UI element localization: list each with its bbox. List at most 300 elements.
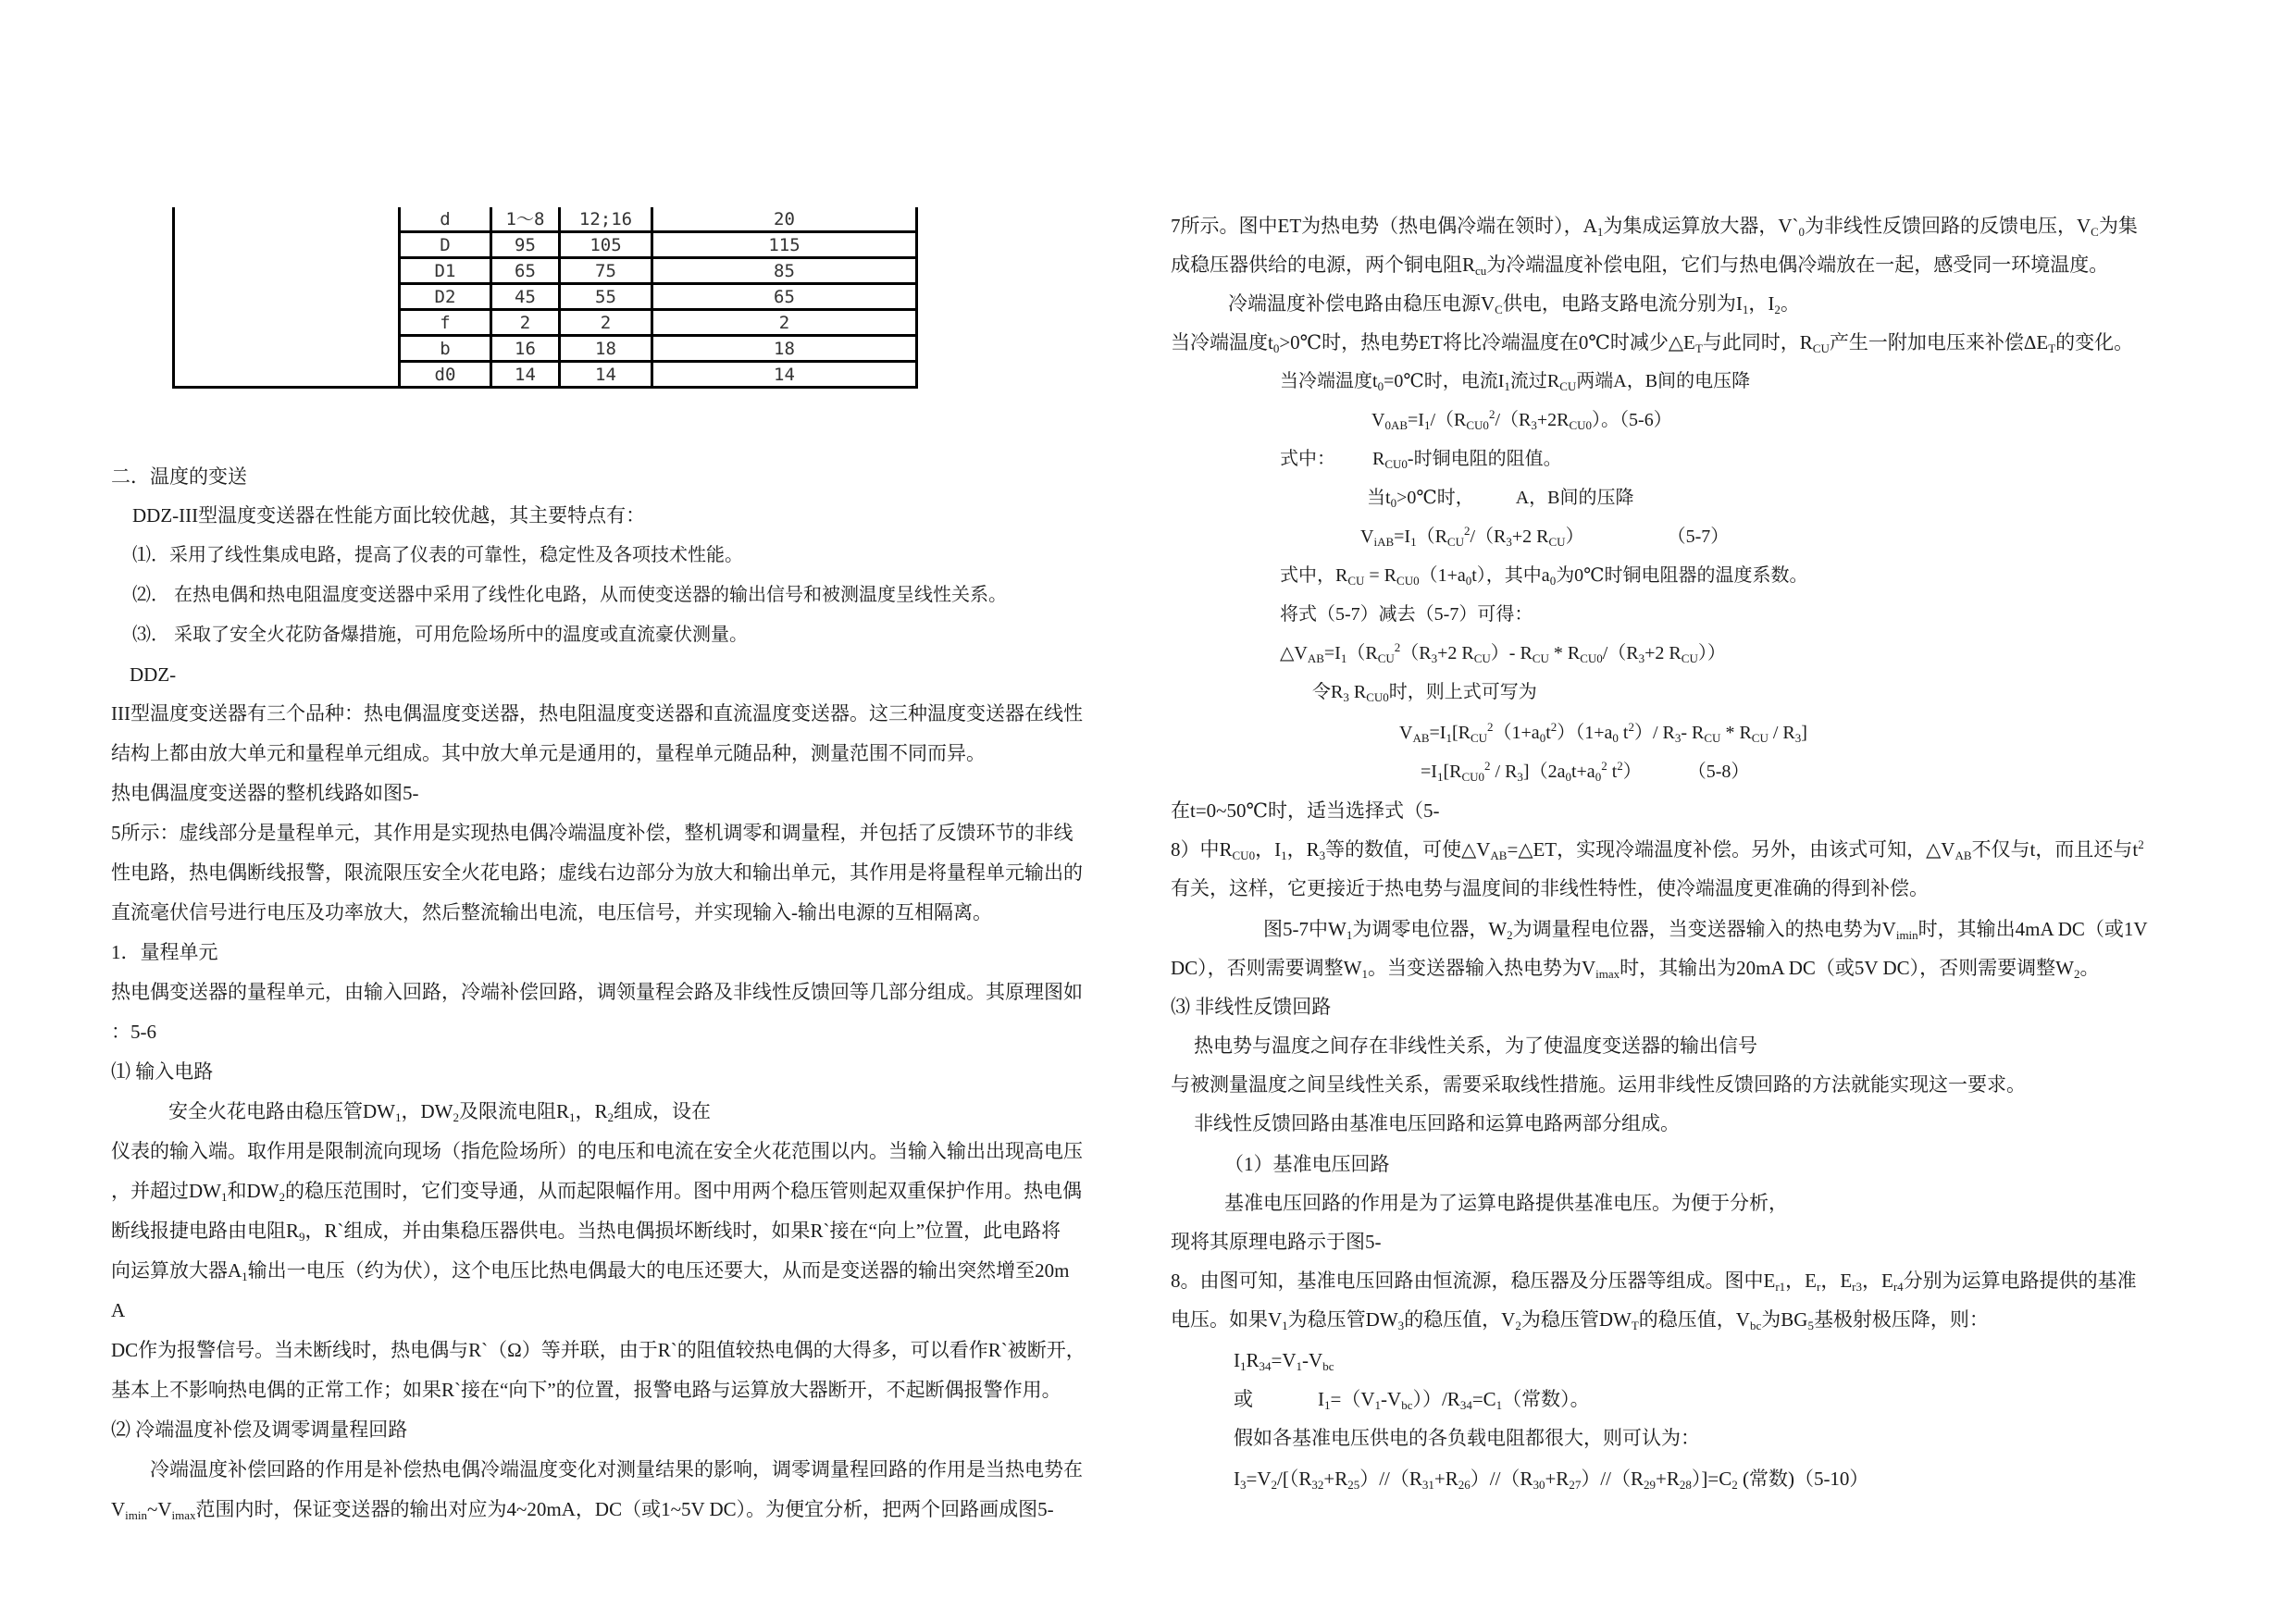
text-run: 为集成运算放大器，V` [1603,215,1799,237]
section-title: 二．温度的变送 [111,465,247,488]
subscript: CU [1812,341,1830,355]
subscript: 1 [1423,418,1431,432]
paragraph-line [1263,916,2148,942]
text-run: 电压。如果V [1171,1308,1283,1331]
subscript: CU [1559,379,1577,393]
subscript: r1 [1775,1280,1786,1294]
text-run: =I [1408,410,1424,430]
equation-i1r34 [1234,1347,1334,1373]
text-run: ，E [1820,1270,1853,1292]
subscript: 3 [1240,1478,1247,1492]
subscript: 1 [1346,928,1353,942]
text-run: V [1371,410,1385,430]
subscript: CU0 [1466,418,1489,432]
subscript: CU0 [1580,651,1603,665]
text-run: ，R`组成，并由集稳压器供电。当热电偶损坏断线时，如果R`接在“向上”位置，此电路将 [304,1220,1061,1242]
subscript: 3 [1674,731,1682,745]
equation-i1 [1234,1386,1590,1412]
text-run: / R [1490,762,1518,782]
text-run: * R [1720,723,1752,743]
text-run: 及限流电阻R [459,1100,570,1122]
text-run: 产生一附加电压来补偿ΔE [1829,331,2049,353]
subscript: AB [1307,651,1324,665]
subscript: 3 [1343,690,1349,704]
text-run: 7所示。图中ET为热电势（热电偶冷端在领时），A [1171,215,1597,237]
subscript: 0 [1272,341,1280,355]
paragraph-line: 在t=0~50℃时，适当选择式（5- [1171,799,1440,822]
subscript: 0 [1595,770,1602,784]
subscript: 1 [1446,731,1452,745]
superscript: 2 [2138,837,2144,851]
text-run: 等的数值，可使△V [1325,838,1491,861]
subscript: 1 [1742,303,1749,316]
text-run: ~V [147,1498,172,1520]
subscript: bc [1322,1359,1334,1373]
text-run: 两端A，B间的电压降 [1576,371,1751,391]
value-cell: 18 [652,336,917,362]
text-run: -V [1302,1349,1323,1371]
paragraph-line: 基准电压回路的作用是为了运算电路提供基准电压。为便于分析， [1224,1192,1788,1214]
paragraph-line [1171,955,2099,981]
table-row [174,207,917,232]
text-run: ） [1622,762,1642,782]
subscript: imin [125,1508,148,1522]
text-run: -V [1381,1388,1402,1410]
text-run: +R [1323,1468,1348,1490]
paragraph-line: 与被测量温度之间呈线性关系，需要采取线性措施。运用非线性反馈回路的方法就能实现这一要求。 [1171,1073,2026,1096]
subscript: 3 [1506,535,1512,549]
subscript: 3 [1431,651,1438,665]
text-run: 流过R [1509,371,1560,391]
paragraph-line: DDZ- [130,663,177,686]
subscript: CU0 [1232,849,1256,862]
text-run: /（R [1602,643,1639,663]
text-run: （5-7） [1667,527,1730,547]
paragraph-line: 性电路，热电偶断线报警，限流限压安全火花电路；虚线右边部分为放大和输出单元，其作用是将量程单元输出的 [111,861,1083,884]
text-run: 为BG [1761,1308,1808,1331]
text-run: ）//（R [1470,1468,1533,1490]
subscript: CU [1473,651,1491,665]
text-run: A，B间的压降 [1515,488,1634,508]
text-run: =V [1271,1349,1297,1371]
text-run: 当冷端温度t [1280,371,1378,391]
subscript: 2 [1271,1478,1278,1492]
subscript: AB [1412,731,1430,745]
paragraph-line [1312,679,1537,705]
paragraph-line [1171,836,2144,862]
paragraph-line: ，并超过$DW_1$和$DW_2$的稳压范围时，它们变导通，从而起限幅作用。图中用两个稳压管则起双重保护作用。热电偶 [111,1180,1082,1204]
superscript: 2 [1394,640,1401,654]
subscript: 3 [1517,770,1523,784]
subscript: 2 [1774,303,1781,316]
subscript: CU [1347,574,1365,588]
subscript: CU0 [1384,457,1408,471]
equation-5-7 [1360,524,1729,550]
paragraph-line: 基本上不影响热电偶的正常工作；如果R`接在“向下”的位置，报警电路与运算放大器断开，不起断偶报警作用。 [111,1379,1061,1401]
paragraph-line: 冷端温度补偿回路的作用是补偿热电偶冷端温度变化对测量结果的影响，调零调量程回路的作用是当热电势在 [150,1458,1083,1481]
text-run: >0℃时， [1396,488,1474,508]
text-run: （1+a [1419,565,1466,586]
superscript: 2 [1484,759,1491,773]
subscript: 30 [1533,1478,1545,1492]
subscript: 31 [1421,1478,1434,1492]
subscript: 1 [1436,770,1444,784]
text-run: 时，其输出为20mA DC（或5V DC），否则需要调整W [1620,957,2074,979]
text-run: 分别为运算电路提供的基准 [1903,1270,2137,1292]
text-run: 为冷端温度补偿电阻，它们与热电偶冷端放在一起，感受同一环境温度。 [1486,254,2109,276]
paragraph-line [1280,368,1750,394]
text-run: = R [1364,565,1397,586]
paragraph-line: 安全火花电路由稳压管$DW_1$，$DW_2$及限流电阻$R_1$，$R_2$组成，设在 [168,1100,712,1124]
subscript: 5 [1807,1319,1814,1332]
superscript: 2 [1617,759,1623,773]
superscript: 2 [1488,407,1496,421]
paragraph-line: 直流毫伏信号进行电压及功率放大，然后整流输出电流，电压信号，并实现输入-输出电源的互相隔离。 [111,901,992,923]
paragraph-line: 非线性反馈回路由基准电压回路和运算电路两部分组成。 [1194,1112,1680,1134]
text-run: 断线报捷电路由电阻R [111,1220,300,1242]
subscript: CU [1532,651,1549,665]
text-run: I [1318,1388,1324,1410]
subscript: 1 [1374,1398,1382,1412]
text-run: 当t [1367,488,1391,508]
subscript: 1 [1504,379,1510,393]
paragraph-line: 断线报捷电路由电阻$R_9$，R`组成，并由集稳压器供电。当热电偶损坏断线时，如果R`接在“向上”位置，此电路将 [111,1220,1061,1244]
param-cell: b [400,336,491,362]
text-run: 的稳压值，V [1404,1308,1516,1331]
text-run: * R [1548,643,1581,663]
subscript: r [1817,1280,1821,1294]
subscript: imax [1595,967,1620,981]
text-run: 令R [1312,682,1344,702]
superscript: 2 [1487,720,1494,734]
text-run: R [1372,449,1385,469]
text-run: =C [1471,1388,1496,1410]
subscript: imax [171,1508,196,1522]
value-cell: 65 [491,258,560,284]
text-run: +2 R [1644,643,1682,663]
text-run: 向运算放大器A [111,1259,242,1282]
text-run: 供电，电路支路电流分别为I [1502,292,1743,315]
paragraph-line: 现将其原理电路示于图5- [1171,1231,1382,1253]
subscript: 1 [1496,1398,1503,1412]
text-run: 8。由图可知，基准电压回路由恒流源，稳压器及分压器等组成。图中E [1171,1270,1776,1292]
subscript: 3 [1397,1319,1405,1332]
value-cell: 2 [560,310,652,336]
paragraph-line: 5所示：虚线部分是量程单元，其作用是实现热电偶冷端温度补偿，整机调零和调量程，并包括了反馈环节的非线 [111,822,1074,844]
text-run: 。当变送器输入热电势为V [1368,957,1596,979]
text-run: 时，则上式可写为 [1388,682,1537,702]
text-run: 组成，设在 [614,1100,712,1122]
text-run: [R [1443,762,1462,782]
text-run: =I [1323,643,1341,663]
value-cell: 2 [652,310,917,336]
text-run: 基极射极压降，则： [1813,1308,1989,1331]
text-run: 时，其输出4mA DC（或1V [1917,918,2148,940]
subscript: 32 [1311,1478,1324,1492]
text-run: 当冷端温度t [1171,331,1273,353]
text-run: ]（2a [1522,762,1566,782]
text-run: ）（1+a [1557,723,1613,743]
text-run: 冷端温度补偿电路由稳压电源V [1228,292,1496,315]
text-run: ）//（R [1359,1468,1422,1490]
subscript: 27 [1569,1478,1582,1492]
param-cell: f [400,310,491,336]
text-run: I [1234,1468,1240,1490]
subscript: T [1631,1319,1639,1332]
param-cell: D [400,232,491,258]
subscript: 25 [1347,1478,1360,1492]
text-run: 的变化。 [2055,331,2134,353]
text-run: （常数）。 [1502,1388,1590,1410]
text-run: (常数)（5-10） [1737,1468,1869,1490]
feature-item-1: ⑴．采用了线性集成电路，提高了仪表的可靠性，稳定性及各项技术性能。 [132,545,743,565]
equation-5-8 [1421,759,1749,785]
subscript: bc [1401,1398,1413,1412]
text-run: ）/ R [1633,723,1675,743]
text-run: =I [1421,762,1437,782]
text-run: ，E [1785,1270,1817,1292]
subscript: AB [1955,849,1972,862]
text-run: R [1246,1349,1260,1371]
text-run: （R [1347,643,1378,663]
text-run: V [1360,527,1374,547]
paragraph-line [1171,1307,1989,1332]
text-run: t [1618,723,1629,743]
subscript: CU0 [1396,574,1420,588]
text-run: V [111,1498,126,1520]
subscript: 1 [1281,849,1287,862]
text-run: 为0℃时铜电阻器的温度系数。 [1556,565,1808,586]
param-cell: D2 [400,284,491,310]
subscript: 0 [1377,379,1384,393]
text-run: ））/R [1412,1388,1460,1410]
paragraph-line [1171,329,2133,355]
text-run: （R [1416,527,1447,547]
subscript: iAB [1373,535,1395,549]
equation-vab [1399,720,1807,746]
text-run: /（R [1430,410,1467,430]
subscript: 1 [1361,967,1368,981]
paragraph-line: 热电偶温度变送器的整机线路如图5- [111,782,419,804]
subscript: T [2048,341,2056,355]
text-run: 式中： [1280,449,1335,469]
subscript: 2 [1507,928,1513,942]
text-run: 为调量程电位器，当变送器输入的热电势为V [1512,918,1896,940]
subscript: 29 [1644,1478,1656,1492]
value-cell: 20 [652,207,917,232]
text-run: =I [1394,527,1411,547]
text-run: 和DW [227,1180,279,1202]
value-cell: 75 [560,258,652,284]
text-run: +2R [1536,410,1570,430]
subscript: 1 [1410,535,1417,549]
paragraph-line: 热电势与温度之间存在非线性关系，为了使温度变送器的输出信号 [1194,1035,1757,1057]
value-cell: 115 [652,232,917,258]
feature-item-3: ⑶． 采取了安全火花防备爆措施，可用危险场所中的温度或直流豪伏测量。 [132,625,748,645]
value-cell: 14 [652,362,917,388]
text-run: ）]=C [1691,1468,1732,1490]
superscript: 2 [1601,759,1607,773]
text-run: -时铜电阻的阻值。 [1407,449,1562,469]
paragraph-line: 热电偶变送器的量程单元，由输入回路，冷端补偿回路，调领量程会路及非线性反馈回等几部分组成。其原理图如 [111,981,1083,1003]
subscript: AB [1490,849,1508,862]
text-run: （R [1400,643,1432,663]
text-run: 不仅与t，而且还与t [1971,838,2139,861]
text-run: 8）中R [1171,838,1233,861]
intro-text: DDZ-III型温度变送器在性能方面比较优越，其主要特点有： [132,504,646,527]
value-cell: 85 [652,258,917,284]
text-run: （1+a [1493,723,1540,743]
paragraph-line: ：5-6 [111,1021,156,1043]
subscript: r4 [1893,1280,1904,1294]
value-cell: 14 [491,362,560,388]
text-run: 的稳压范围时，它们变导通，从而起限幅作用。图中用两个稳压管则起双重保护作用。热电偶 [285,1180,1082,1202]
subscript: CU [1681,651,1698,665]
value-cell: 12;16 [560,207,652,232]
subscript: 34 [1259,1359,1272,1373]
text-run: /（R [1470,527,1507,547]
subscript: imin [1895,928,1918,942]
subscript: 0AB [1384,418,1409,432]
paragraph-line: 结构上都由放大单元和量程单元组成。其中放大单元是通用的，量程单元随品种，测量范围不同而异。 [111,742,986,764]
text-run: ） [1565,527,1584,547]
paragraph-line: III型温度变送器有三个品种：热电偶温度变送器，热电阻温度变送器和直流温度变送器。这三种温度变送器在线性 [111,702,1083,725]
text-run: 式中，R [1280,565,1348,586]
text-run: t [1545,723,1551,743]
text-run: t），其中a [1471,565,1550,586]
subscript: 0 [1549,574,1557,588]
subscript: 2 [2073,967,2080,981]
text-run: ，R [1286,838,1320,861]
subscript: C [2091,225,2099,239]
text-run: +2 R [1437,643,1474,663]
value-cell: 14 [560,362,652,388]
dimension-table-body [174,207,917,388]
paragraph-line [1280,563,1808,588]
text-run: 的稳压值，V [1638,1308,1750,1331]
text-run: ）） [1697,643,1726,663]
subscript: CU [1377,651,1395,665]
paragraph-line: 仪表的输入端。取作用是限制流向现场（指危险场所）的电压和电流在安全火花范围以内。当输入输出出现高电压 [111,1140,1083,1162]
subscript: bc [1749,1319,1762,1332]
text-run: ，R [575,1100,608,1122]
subscript: 0 [1798,225,1805,239]
text-run: +R [1433,1468,1458,1490]
text-run: ，E [1862,1270,1893,1292]
text-run: ，I [1255,838,1282,861]
text-run: R [1348,682,1367,702]
text-run: 范围内时，保证变送器的输出对应为4~20mA，DC（或1~5V DC）。为便宜分析，把两个回路画成图5- [195,1498,1054,1520]
paragraph-line [111,1496,1054,1522]
equation-delta-vab [1280,640,1726,666]
subsection-title: ⑴ 输入电路 [111,1060,214,1083]
subscript: 34 [1459,1398,1472,1412]
value-cell: 95 [491,232,560,258]
text-run: 为稳压管DW [1520,1308,1632,1331]
text-run: ，并超过DW [111,1180,221,1202]
text-run: DC），否则需要调整W [1171,957,1362,979]
text-run: 与此同时，R [1702,331,1813,353]
paragraph-line [1171,213,2138,239]
value-cell: 1～8 [491,207,560,232]
subscript: CU0 [1569,418,1593,432]
subscript: 1 [1240,1359,1247,1373]
text-run: 成稳压器供给的电源，两个铜电阻R [1171,254,1476,276]
text-run: 输出一电压（约为伏），这个电压比热电偶最大的电压还要大，从而是变送器的输出突然增至20m [247,1259,1070,1282]
text-run: 为集 [2098,215,2138,237]
equation-5-6 [1371,407,1672,433]
subscript: CU0 [1461,770,1485,784]
value-cell: 16 [491,336,560,362]
text-run: /[（R [1277,1468,1312,1490]
value-cell: 45 [491,284,560,310]
superscript: 2 [1628,720,1634,734]
text-run: +R [1656,1468,1680,1490]
subscript: CU0 [1366,690,1389,704]
subscript: 0 [1565,770,1571,784]
paragraph-line: 有关，这样，它更接近于热电势与温度间的非线性特性，使冷端温度更准确的得到补偿。 [1171,877,1929,899]
param-cell: D1 [400,258,491,284]
text-run: ）- R [1490,643,1533,663]
subscript: 2 [1731,1478,1738,1492]
paragraph-line [1171,1268,2137,1294]
superscript: 2 [1550,720,1558,734]
subsection-title: 1．量程单元 [111,941,218,963]
subscript: 28 [1679,1478,1692,1492]
feature-item-2: ⑵． 在热电偶和热电阻温度变送器中采用了线性化电路，从而使变送器的输出信号和被测温度呈线性关系。 [132,585,1007,605]
param-cell: d [400,207,491,232]
subsection-title: ⑵ 冷端温度补偿及调零调量程回路 [111,1419,408,1441]
text-run: >0℃时，热电势ET将比冷端温度在0℃时减少△E [1279,331,1695,353]
superscript: 2 [1463,524,1471,538]
subsection-title: （1）基准电压回路 [1224,1153,1390,1175]
subscript: CU [1470,731,1488,745]
merged-blank-cell [174,207,400,388]
subscript: cu [1475,264,1487,278]
subscript: CU [1548,535,1566,549]
subscript: 1 [1282,1319,1288,1332]
text-run: 图5-7中W [1263,918,1347,940]
paragraph-line [1228,291,1800,316]
text-run: 或 [1234,1388,1253,1410]
text-run: t+a [1570,762,1595,782]
paragraph-line: A [111,1299,126,1321]
subscript: C [1495,303,1503,316]
paragraph-line: 将式（5-7）减去（5-7）可得： [1280,604,1533,625]
subscript: 3 [1638,651,1645,665]
subscript: T [1694,341,1703,355]
paragraph-line [1367,485,1634,511]
text-run: 为调零电位器，W [1352,918,1508,940]
text-run: =（V [1330,1388,1375,1410]
text-run: - R [1681,723,1705,743]
text-run: ）。（5-6） [1592,410,1672,430]
text-run: 安全火花电路由稳压管DW [168,1100,395,1122]
subscript: 1 [1596,225,1604,239]
value-cell: 2 [491,310,560,336]
dimension-table [172,207,918,389]
text-run: △V [1280,643,1308,663]
text-run: t [1607,762,1618,782]
subscript: CU [1751,731,1769,745]
value-cell: 65 [652,284,917,310]
text-run: （5-8） [1687,762,1750,782]
paragraph-line: DC作为报警信号。当未断线时，热电偶与R`（Ω）等并联，由于R`的阻值较热电偶的大得多，可以看作R`被断开， [111,1339,1086,1361]
subsection-title: ⑶ 非线性反馈回路 [1171,996,1332,1018]
subscript: 26 [1458,1478,1471,1492]
value-cell: 55 [560,284,652,310]
text-run: I [1234,1349,1240,1371]
